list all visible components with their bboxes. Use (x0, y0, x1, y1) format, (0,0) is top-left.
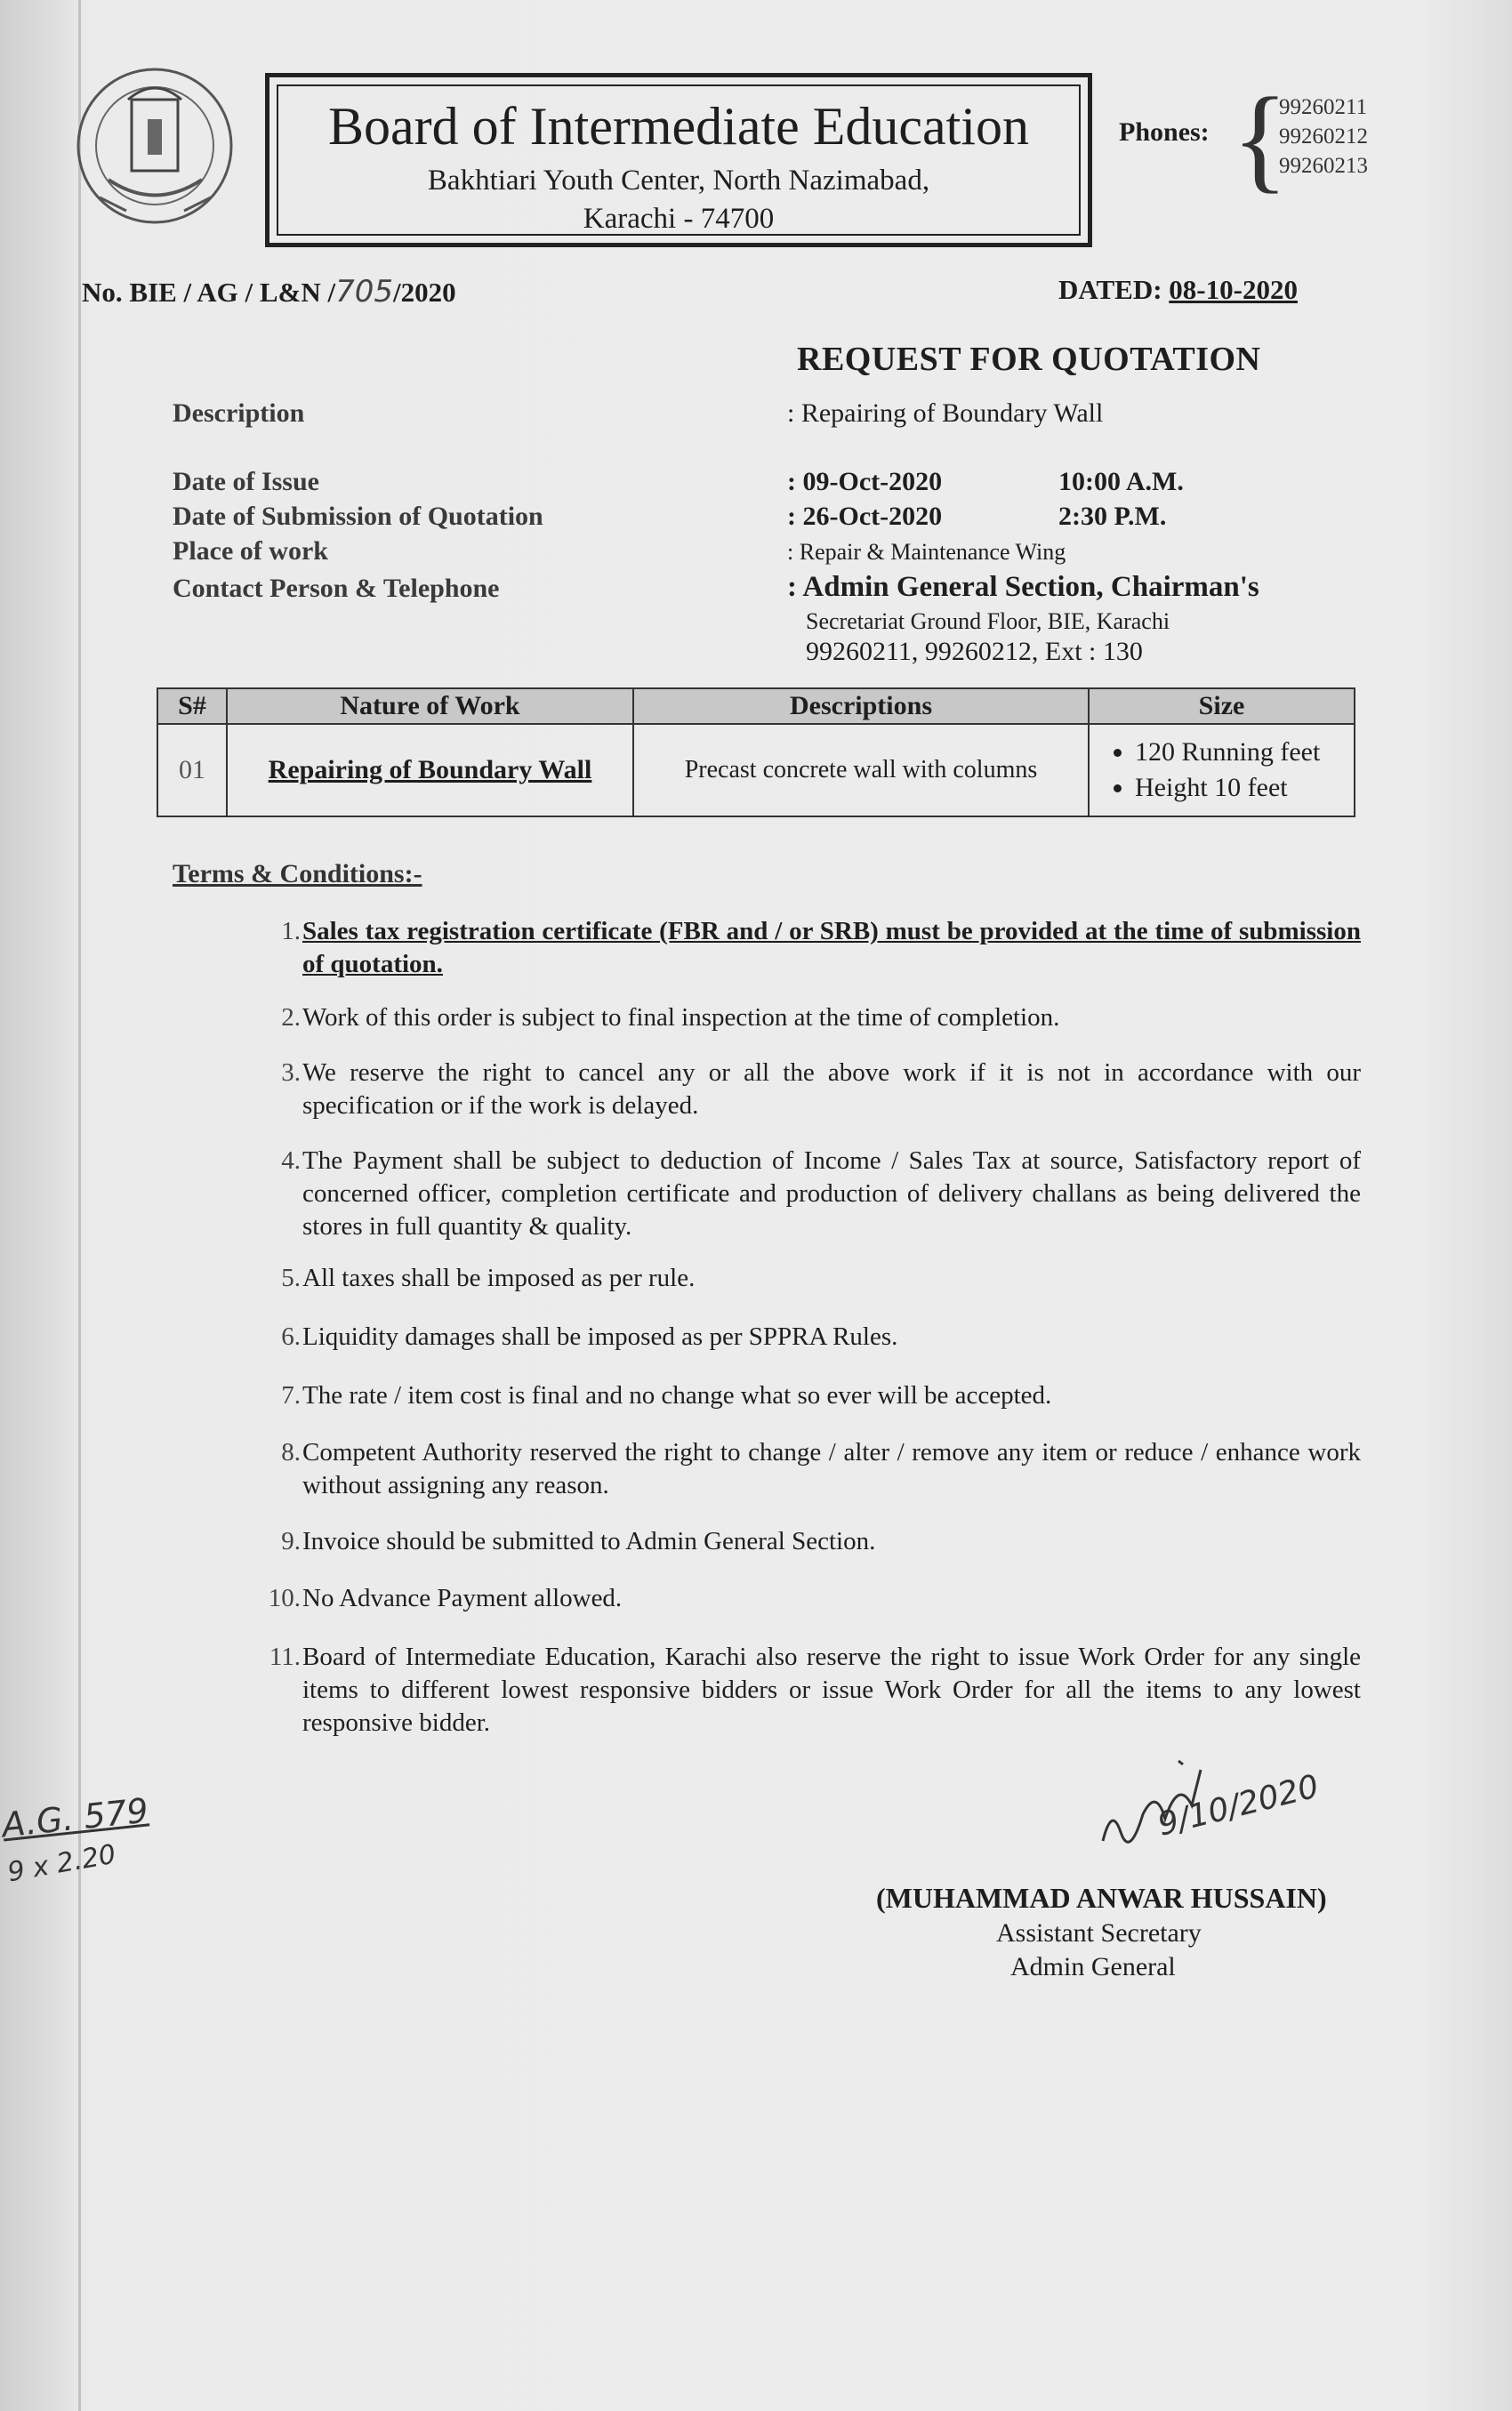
address-line-1: Bakhtiari Youth Center, North Nazimabad, (427, 165, 930, 197)
term-text: Work of this order is subject to final inspection at the time of completion. (302, 1003, 1060, 1032)
term-item (258, 1262, 1361, 1295)
contact-value-line-2: Secretariat Ground Floor, BIE, Karachi (806, 608, 1170, 634)
dated-label: DATED: (1058, 274, 1162, 305)
reference-suffix: /2020 (392, 277, 456, 308)
table-header: Nature of Work (227, 688, 633, 724)
term-item (258, 1525, 1361, 1558)
signatory-department: Admin General (1010, 1952, 1176, 1981)
term-text: Competent Authority reserved the right to change / alter / remove any item or reduce / enhance work without assigning any reason. (302, 1438, 1361, 1499)
description-label: Description (173, 398, 305, 428)
term-item (258, 1379, 1361, 1412)
term-number: 9. (281, 1527, 301, 1555)
letterhead-box (265, 73, 1092, 247)
submission-time-value: 2:30 P.M. (1058, 502, 1167, 531)
term-text: The Payment shall be subject to deduction of Income / Sales Tax at source, Satisfactory report of concerned officer, completion certificate and production of delivery challans as being delivered the stores in full quantity & quality. (302, 1146, 1361, 1241)
reference-prefix: No. BIE / AG / L&N / (82, 277, 336, 308)
letterhead-inner (277, 84, 1081, 236)
term-text: Invoice should be submitted to Admin General Section. (302, 1527, 876, 1555)
term-item (258, 1057, 1361, 1122)
table-header: Descriptions (633, 688, 1089, 724)
term-item (258, 1436, 1361, 1502)
place-of-work-value: : Repair & Maintenance Wing (787, 539, 1066, 565)
term-item (258, 1001, 1361, 1034)
table-header: S# (157, 688, 227, 724)
term-item (258, 1321, 1361, 1354)
size-item: • 120 Running feet (1135, 735, 1353, 771)
description-value: : Repairing of Boundary Wall (787, 398, 1104, 428)
cell-size (1089, 724, 1355, 816)
term-number: 11. (269, 1643, 301, 1671)
term-number: 10. (268, 1584, 301, 1612)
term-text: Sales tax registration certificate (FBR and / or SRB) must be provided at the time of submission of quotation. (302, 917, 1361, 978)
table-header-row (157, 688, 1355, 724)
dated-value: 08-10-2020 (1169, 274, 1298, 305)
cell-description: Precast concrete wall with columns (633, 724, 1089, 816)
brace-glyph: { (1232, 73, 1289, 204)
signature-date: 9/10/2020 (1154, 1768, 1323, 1844)
term-number: 7. (281, 1381, 301, 1410)
size-list (1090, 735, 1353, 807)
phone-number: 99260211 (1279, 95, 1368, 119)
contact-value-line-3: 99260211, 99260212, Ext : 130 (806, 637, 1143, 666)
margin-annotation-line-2: 9 x 2.20 (4, 1838, 118, 1889)
work-table (157, 687, 1355, 817)
issue-date-label: Date of Issue (173, 467, 319, 496)
table-row (157, 724, 1355, 816)
term-text: Liquidity damages shall be imposed as per SPPRA Rules. (302, 1322, 898, 1351)
issue-date-value: : 09-Oct-2020 (787, 467, 943, 496)
term-number: 6. (281, 1322, 301, 1351)
board-seal-logo (73, 64, 237, 229)
margin-annotation-line-1: A.G. 579 (0, 1790, 150, 1845)
signatory-name: (MUHAMMAD ANWAR HUSSAIN) (876, 1882, 1327, 1914)
term-number: 2. (281, 1003, 301, 1032)
submission-date-value: : 26-Oct-2020 (787, 502, 943, 531)
term-text: All taxes shall be imposed as per rule. (302, 1264, 696, 1292)
term-text: We reserve the right to cancel any or all the above work if it is not in accordance with our specification or if the work is delayed. (302, 1058, 1361, 1120)
phones-label: Phones: (1119, 117, 1210, 147)
term-number: 3. (281, 1058, 301, 1087)
dated (1058, 274, 1298, 306)
term-number: 8. (281, 1438, 301, 1467)
contact-value-line-1: : Admin General Section, Chairman's (787, 571, 1259, 603)
term-number: 4. (281, 1146, 301, 1175)
term-number: 1. (281, 917, 301, 945)
cell-nature-of-work: Repairing of Boundary Wall (227, 724, 633, 816)
phone-number: 99260212 (1279, 125, 1368, 149)
contact-label: Contact Person & Telephone (173, 574, 500, 603)
terms-title: Terms & Conditions:- (173, 859, 422, 888)
issue-time-value: 10:00 A.M. (1058, 467, 1184, 496)
reference-number (82, 274, 456, 309)
term-text: No Advance Payment allowed. (302, 1584, 623, 1612)
table-header: Size (1089, 688, 1355, 724)
term-text: The rate / item cost is final and no change what so ever will be accepted. (302, 1381, 1052, 1410)
phone-number: 99260213 (1279, 154, 1368, 178)
document-title: REQUEST FOR QUOTATION (797, 341, 1261, 378)
phone-list (1279, 92, 1368, 181)
paper-crease (78, 0, 81, 2411)
term-item (258, 1641, 1361, 1740)
term-item (258, 915, 1361, 981)
term-item (258, 1145, 1361, 1243)
place-of-work-label: Place of work (173, 536, 328, 566)
cell-sno: 01 (157, 724, 227, 816)
reference-handwritten-number: 705 (335, 274, 393, 309)
address-line-2: Karachi - 74700 (583, 202, 775, 235)
term-number: 5. (281, 1264, 301, 1292)
signatory-designation: Assistant Secretary (996, 1918, 1202, 1948)
submission-date-label: Date of Submission of Quotation (173, 502, 543, 531)
term-item (258, 1582, 1361, 1615)
size-item: • Height 10 feet (1135, 770, 1353, 807)
organization-name: Board of Intermediate Education (327, 97, 1030, 156)
term-text: Board of Intermediate Education, Karachi also reserve the right to issue Work Order for any single items to different lowest responsive bidders or issue Work Order for all the items to any lowest responsive bidder. (302, 1643, 1361, 1737)
